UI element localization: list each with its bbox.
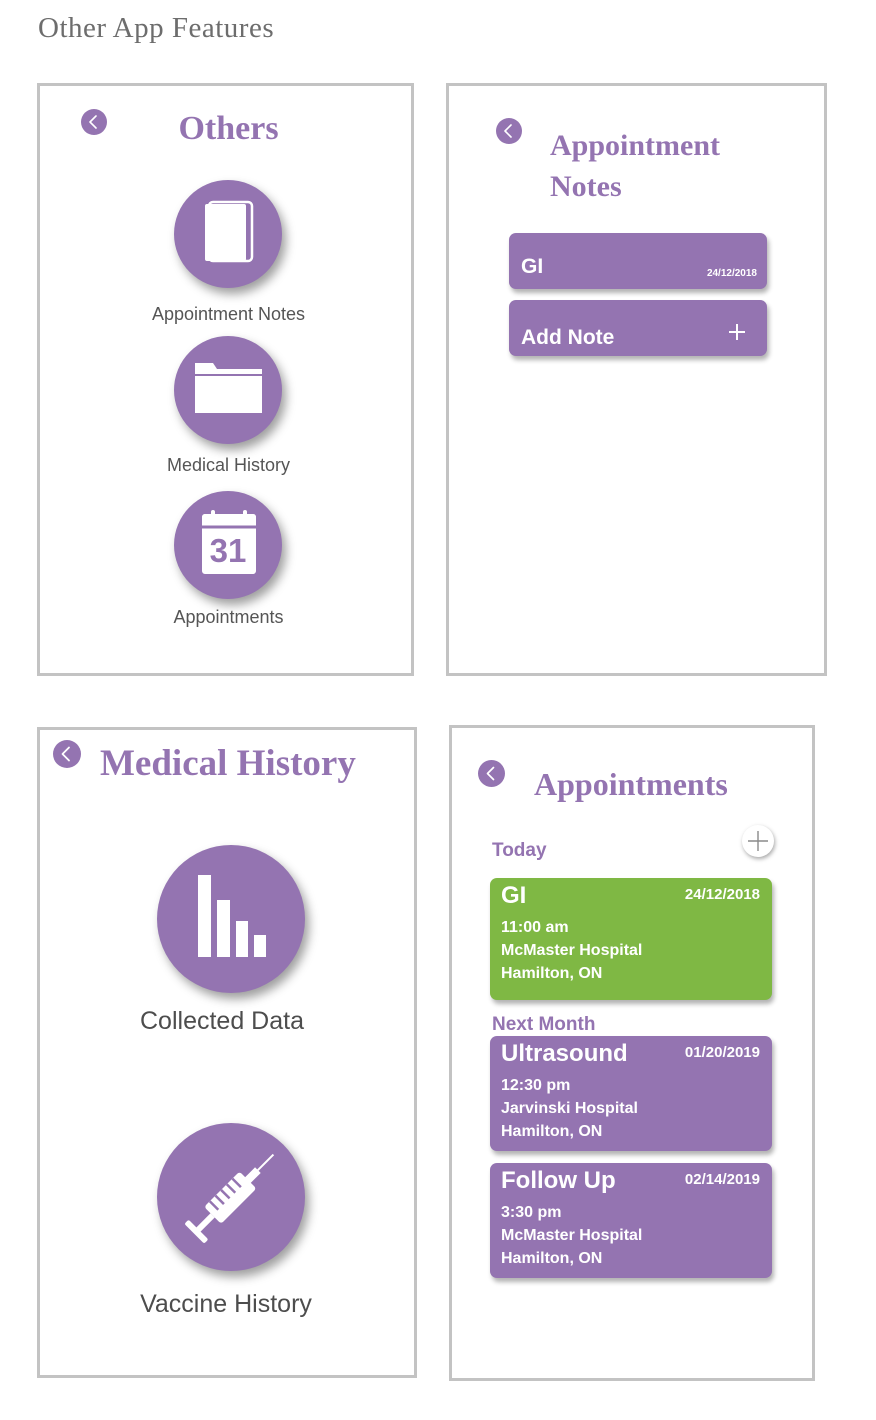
chevron-left-icon — [53, 740, 81, 768]
appointment-card[interactable] — [490, 878, 772, 1000]
note-title: GI — [521, 255, 544, 278]
screen-title: Others — [178, 110, 279, 147]
appointment-card[interactable] — [490, 1163, 772, 1278]
appointments-label: Appointments — [173, 607, 284, 627]
back-button[interactable] — [496, 118, 522, 144]
medical-history-button[interactable] — [174, 336, 282, 444]
appointment-notes-screen — [446, 83, 827, 676]
screen-title: Appointments — [534, 766, 728, 802]
folder-icon — [174, 336, 282, 444]
appointments-button[interactable] — [174, 491, 282, 599]
notebook-icon — [174, 180, 282, 288]
plus-icon — [742, 825, 774, 857]
add-appointment-button[interactable] — [742, 825, 774, 857]
appointment-notes-button[interactable] — [174, 180, 282, 288]
vaccine-history-button[interactable] — [157, 1123, 305, 1271]
appointment-location: McMaster Hospital — [501, 1227, 643, 1244]
appointment-title: Follow Up — [501, 1167, 616, 1194]
appointment-city: Hamilton, ON — [501, 1123, 603, 1140]
bar-chart-icon — [157, 845, 305, 993]
medical-history-screen — [37, 727, 417, 1378]
back-button[interactable] — [478, 760, 505, 787]
syringe-icon — [157, 1123, 305, 1271]
appointment-date: 02/14/2019 — [684, 1171, 760, 1188]
collected-data-label: Collected Data — [140, 1007, 304, 1035]
page-title: Other App Features — [38, 12, 275, 44]
appointment-time: 3:30 pm — [501, 1204, 562, 1221]
appointment-title: Ultrasound — [501, 1040, 628, 1067]
appointment-time: 12:30 pm — [501, 1077, 571, 1094]
chevron-left-icon — [478, 760, 505, 787]
screen-title-line-1: Appointment — [550, 129, 721, 162]
appointments-screen — [449, 725, 815, 1381]
note-date: 24/12/2018 — [706, 268, 757, 279]
appointment-date: 01/20/2019 — [684, 1044, 760, 1061]
appointment-city: Hamilton, ON — [501, 1250, 603, 1267]
appointment-time: 11:00 am — [501, 919, 569, 936]
others-screen — [37, 83, 414, 676]
back-button[interactable] — [53, 740, 81, 768]
add-note-button[interactable] — [509, 300, 767, 356]
add-note-label: Add Note — [521, 326, 615, 349]
medical-history-label: Medical History — [166, 455, 291, 475]
appointment-location: McMaster Hospital — [501, 942, 643, 959]
appointment-date: 24/12/2018 — [684, 886, 760, 903]
appointment-city: Hamilton, ON — [501, 965, 603, 982]
collected-data-button[interactable] — [157, 845, 305, 993]
appointment-title: GI — [501, 882, 527, 909]
appointment-notes-label: Appointment Notes — [151, 304, 306, 324]
appointment-card[interactable] — [490, 1036, 772, 1151]
section-today: Today — [492, 840, 547, 861]
section-next-month: Next Month — [492, 1014, 596, 1035]
appointment-location: Jarvinski Hospital — [501, 1100, 638, 1117]
chevron-left-icon — [496, 118, 522, 144]
calendar-day: 31 — [209, 532, 247, 569]
plus-icon — [727, 322, 747, 342]
screen-title — [550, 125, 720, 207]
screen-title-line-2: Notes — [550, 170, 622, 203]
vaccine-history-label: Vaccine History — [140, 1290, 312, 1318]
note-item[interactable] — [509, 233, 767, 289]
screen-title: Medical History — [100, 743, 356, 784]
